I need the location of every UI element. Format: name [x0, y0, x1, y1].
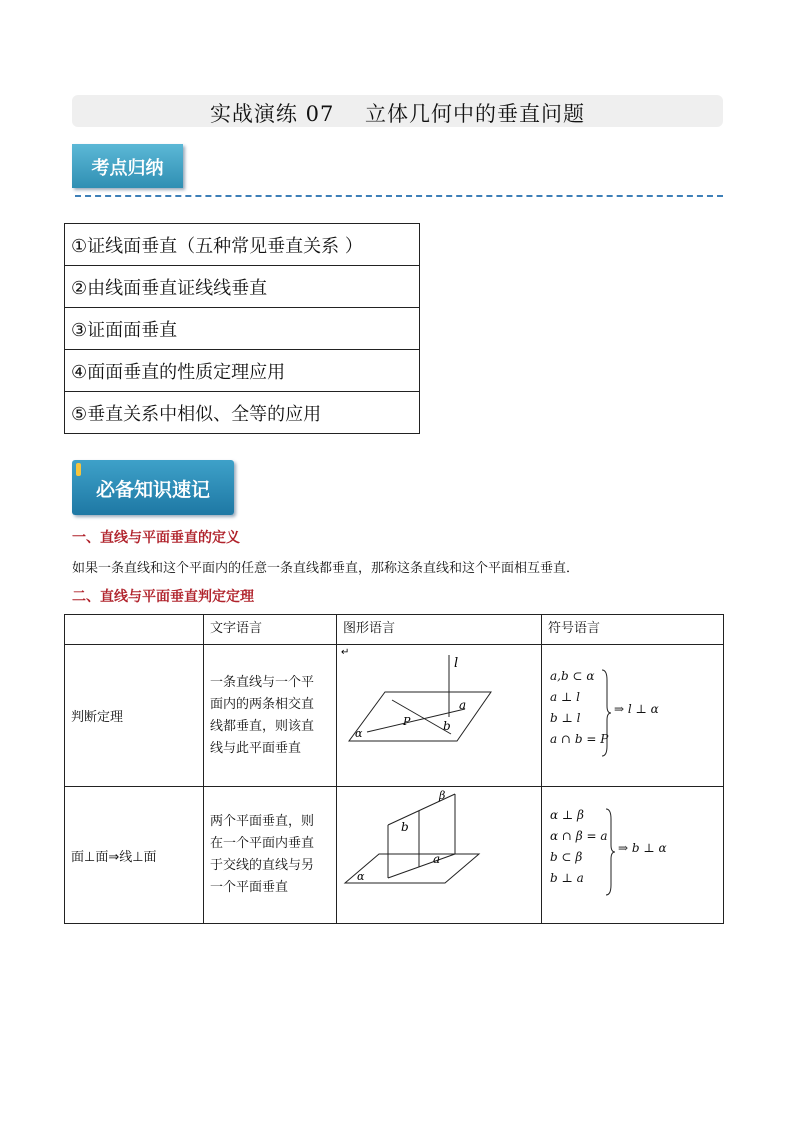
topics-table [64, 223, 420, 434]
row-name: 面⊥面⇒线⊥面 [65, 787, 204, 924]
heading-definition: 一、直线与平面垂直的定义 [72, 530, 240, 546]
conclusion: ⇒ b ⊥ α [618, 841, 667, 855]
symbol-line: α ∩ β = a [550, 829, 608, 843]
label-b: b [443, 719, 451, 733]
symbol-line: b ⊥ a [550, 871, 584, 885]
plane-plane-figure [337, 787, 535, 919]
text-line: 一个平面垂直 [210, 880, 289, 895]
heading-theorem: 二、直线与平面垂直判定定理 [72, 589, 254, 605]
plane-alpha [345, 854, 479, 883]
text-line: 于交线的直线与另 [210, 858, 315, 873]
definition-text: 如果一条直线和这个平面内的任意一条直线都垂直，那称这条直线和这个平面相互垂直． [72, 561, 580, 576]
text-language-cell [204, 787, 337, 924]
section-tag-label: 必备知识速记 [95, 479, 210, 501]
table-header: 文字语言 [204, 615, 337, 645]
symbol-cell [542, 787, 724, 924]
topic-item: ①证线面垂直（五种常见垂直关系 ） [65, 224, 420, 266]
topic-item: ②由线面垂直证线线垂直 [65, 266, 420, 308]
text-line: 线与此平面垂直 [210, 740, 302, 756]
topic-item: ⑤垂直关系中相似、全等的应用 [65, 392, 420, 434]
text-line: 面内的两条相交直 [210, 696, 315, 712]
topic-item: ④面面垂直的性质定理应用 [65, 350, 420, 392]
table-header: 图形语言 [337, 615, 542, 645]
text-line: 两个平面垂直，则 [210, 814, 315, 829]
label-alpha: α [355, 727, 363, 740]
table-header [65, 615, 204, 645]
topic-item: ③证面面垂直 [65, 308, 420, 350]
line-a [388, 854, 455, 878]
brace-icon [604, 807, 616, 897]
label-a: a [459, 698, 467, 712]
label-beta: β [439, 789, 446, 802]
label-l: l [454, 656, 459, 671]
symbol-line: b ⊥ l [550, 710, 581, 725]
figure-cell [337, 787, 542, 924]
text-language-cell [204, 645, 337, 787]
line-plane-figure [337, 645, 535, 782]
label-a: a [433, 852, 441, 866]
table-header: 符号语言 [542, 615, 724, 645]
symbol-line: a,b ⊂ α [550, 668, 595, 683]
figure-cell [337, 645, 542, 787]
label-alpha: α [357, 870, 365, 883]
section-tag-label: 考点归纳 [91, 158, 164, 179]
text-line: 一条直线与一个平 [210, 674, 315, 690]
symbol-line: α ⊥ β [550, 808, 584, 822]
label-b: b [401, 820, 409, 834]
symbol-line: a ⊥ l [550, 689, 580, 704]
title-bar [72, 95, 723, 127]
text-line: 在一个平面内垂直 [210, 836, 315, 851]
return-mark: ↵ [341, 647, 350, 658]
text-line: 线都垂直，则该直 [210, 718, 315, 734]
conclusion: ⇒ l ⊥ α [614, 701, 659, 716]
theorem-table [64, 614, 724, 924]
dashed-divider [75, 195, 723, 197]
symbol-line: a ∩ b = P [550, 731, 609, 746]
symbol-cell [542, 645, 724, 787]
symbol-line: b ⊂ β [550, 850, 583, 864]
row-name: 判断定理 [65, 645, 204, 787]
section-tag-knowledge [72, 460, 234, 515]
section-tag-key-points [72, 144, 183, 188]
brace-icon [600, 668, 612, 758]
label-p: P [403, 715, 411, 728]
page-title: 实战演练 07 立体几何中的垂直问题 [209, 102, 586, 126]
